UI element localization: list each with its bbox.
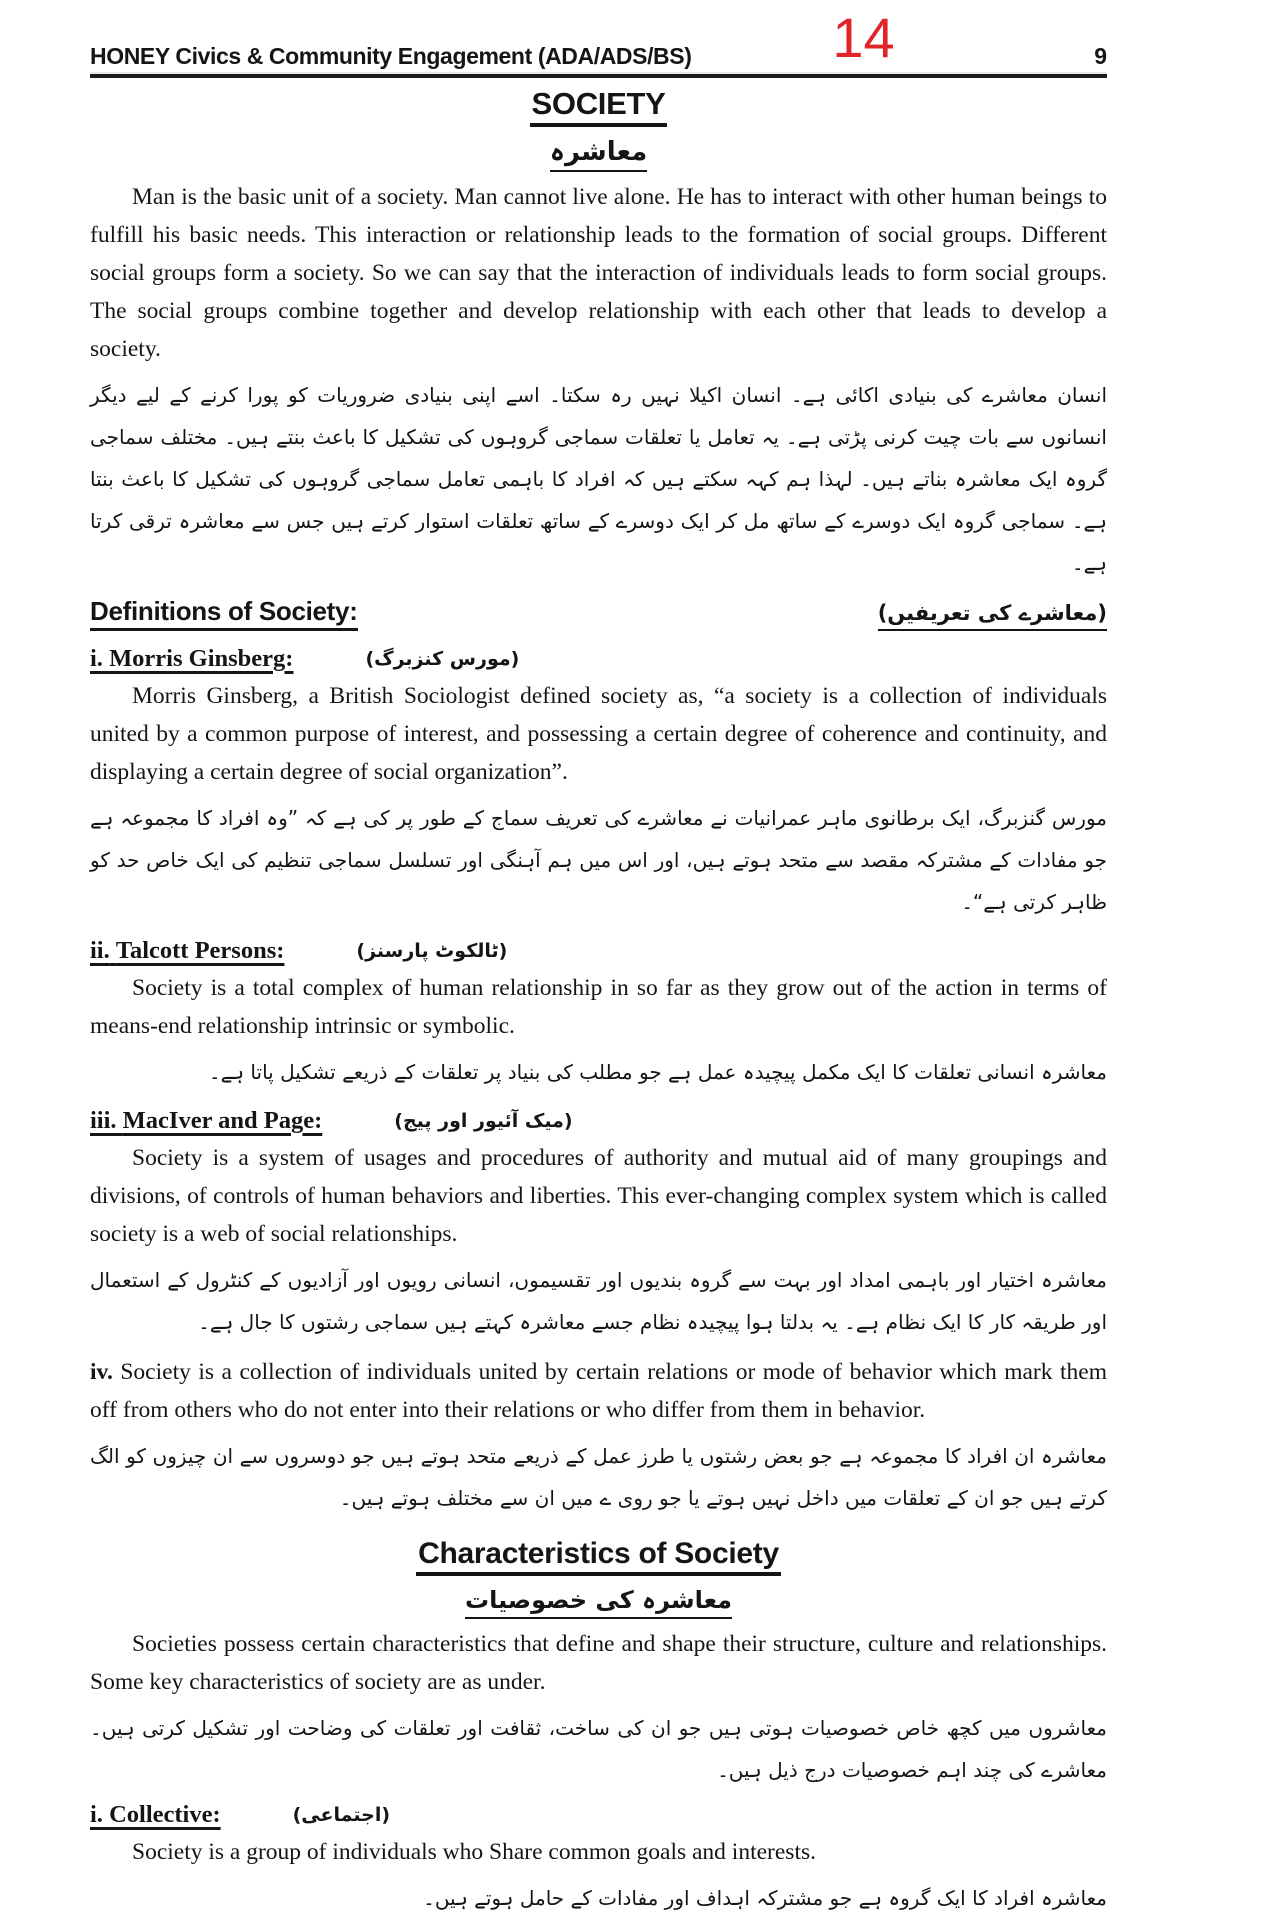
definition-item-label-urdu: (میک آئیور اور پیج) [394,1109,573,1132]
page-header [90,6,1107,70]
definition-text: Society is a system of usages and procedures of authority and mutual aid of many groupings and divisions, of controls of human behaviors and liberties. This ever-changing complex system which is called society is a web of social relationships. [90,1144,1107,1247]
definition-item-number: iv. [90,1358,113,1385]
header-rule [90,74,1107,78]
definition-item-label: ii. Talcott Persons: [90,936,285,964]
page-number: 9 [1094,43,1107,69]
intro-paragraph-urdu: انسان معاشرے کی بنیادی اکائی ہے۔ انسان اکیلا نہیں رہ سکتا۔ اسے اپنی بنیادی ضروریات کو پورا کرنے کے لیے دیگر انسانوں سے بات چیت کرنی پڑتی ہے۔ یہ تعامل یا تعلقات سماجی گروہوں کی تشکیل کا باعث بنتے ہیں۔ مختلف سماجی گروہ ایک معاشرہ بناتے ہیں۔ لہذا ہم کہہ سکتے ہیں کہ افراد کا باہمی تعامل سماجی گروہوں کی تشکیل کا باعث بنتا ہے۔ سماجی گروہ ایک دوسرے کے ساتھ مل کر ایک دوسرے کے ساتھ تعلقات استوار کرتے ہیں جس سے معاشرہ ترقی کرتا ہے۔ [90,382,1107,575]
page-title-urdu: معاشرہ [550,137,648,172]
characteristics-intro-urdu: معاشروں میں کچھ خاص خصوصیات ہوتی ہیں جو ان کی ساخت، ثقافت اور تعلقات کی وضاحت اور تشکیل کرتی ہیں۔ معاشرے کی چند اہم خصوصیات درج ذیل ہیں۔ [90,1716,1107,1783]
definition-text-urdu: معاشرہ انسانی تعلقات کا ایک مکمل پیچیدہ عمل ہے جو مطلب کی بنیاد پر تعلقات کے ذریعے تشکیل پاتا ہے۔ [208,1059,1107,1084]
definition-text: Morris Ginsberg, a British Sociologist defined society as, “a society is a collection of individuals united by a common purpose of interest, and possessing a certain degree of coherence and continuity, and displaying a certain degree of social organization”. [90,682,1107,785]
characteristics-heading: Characteristics of Society [416,1537,781,1577]
definition-text-urdu: مورس گنزبرگ، ایک برطانوی ماہر عمرانیات نے معاشرے کی تعریف سماج کے طور پر کی ہے کہ ”وہ افراد کا مجموعہ ہے جو مفادات کے مشترکہ مقصد سے متحد ہوتے ہیں، اور اس میں ہم آہنگی اور تسلسل سماجی تنظیم کی ایک خاص حد کو ظاہر کرتی ہے“۔ [90,805,1107,914]
definition-text: iv. Society is a collection of individuals united by certain relations or mode of behavior which mark them off from others who do not enter into their relations or who differ from them in behavior. [90,1358,1107,1423]
definition-text-urdu: معاشرہ ان افراد کا مجموعہ ہے جو بعض رشتوں یا طرز عمل کے ذریعے متحد ہوتے ہیں جو دوسروں سے ان چیزوں کو الگ کرتے ہیں جو ان کے تعلقات میں داخل نہیں ہوتے یا جو روی ے میں ان سے مختلف ہوتے ہیں۔ [90,1443,1107,1510]
definition-text-urdu: معاشرہ اختیار اور باہمی امداد اور بہت سے گروہ بندیوں اور تقسیموں، انسانی رویوں اور آزادیوں کے کنٹرول کے استعمال اور طریقہ کار کا ایک نظام ہے۔ یہ بدلتا ہوا پیچیدہ نظام جسے معاشرہ کہتے ہیں سماجی رشتوں کا جال ہے۔ [90,1267,1107,1334]
characteristics-intro: Societies possess certain characteristics that define and shape their structure, culture and relationships. Some key characteristics of society are as under. [90,1631,1107,1696]
definition-item-heading [90,1107,1107,1135]
definitions-heading: Definitions of Society: [90,596,358,631]
definitions-heading-urdu: (معاشرے کی تعریفیں) [878,601,1107,631]
definition-item-heading [90,645,1107,673]
title-block [90,86,1107,127]
intro-paragraph: Man is the basic unit of a society. Man cannot live alone. He has to interact with other human beings to fulfill his basic needs. This interaction or relationship leads to the formation of social groups. Different social groups form a society. So we can say that the interaction of individuals leads to form social groups. The social groups combine together and develop relationship with each other that leads to develop a society. [90,183,1107,362]
title-urdu-block [90,137,1107,172]
definition-item-label-urdu: (مورس کنزبرگ) [365,647,520,670]
page-title: SOCIETY [530,86,668,127]
characteristic-item-label-urdu: (اجتماعی) [292,1804,391,1827]
characteristic-text-urdu: معاشرہ افراد کا ایک گروہ ہے جو مشترکہ اہداف اور مفادات کے حامل ہوتے ہیں۔ [423,1886,1107,1911]
definitions-heading-row [90,596,1107,631]
characteristics-heading-urdu: معاشرہ کی خصوصیات [465,1586,732,1619]
definition-item-label: iii. MacIver and Page: [90,1106,323,1134]
characteristic-text: Society is a group of individuals who Share common goals and interests. [132,1839,817,1866]
course-title: HONEY Civics & Community Engagement (ADA/ADS/BS) [90,43,692,69]
definition-item-label-urdu: (ٹالکوٹ پارسنز) [356,939,508,962]
chapter-number: 14 [832,6,895,69]
definition-item-heading [90,937,1107,965]
characteristic-item-label: i. Collective: [90,1801,221,1829]
characteristic-item-heading [90,1801,1107,1829]
definition-item-label: i. Morris Ginsberg: [90,644,294,672]
definition-text: Society is a total complex of human relationship in so far as they grow out of the action in terms of means-end relationship intrinsic or symbolic. [90,974,1107,1039]
characteristics-title-block [90,1537,1107,1577]
characteristics-title-urdu-block [90,1586,1107,1619]
